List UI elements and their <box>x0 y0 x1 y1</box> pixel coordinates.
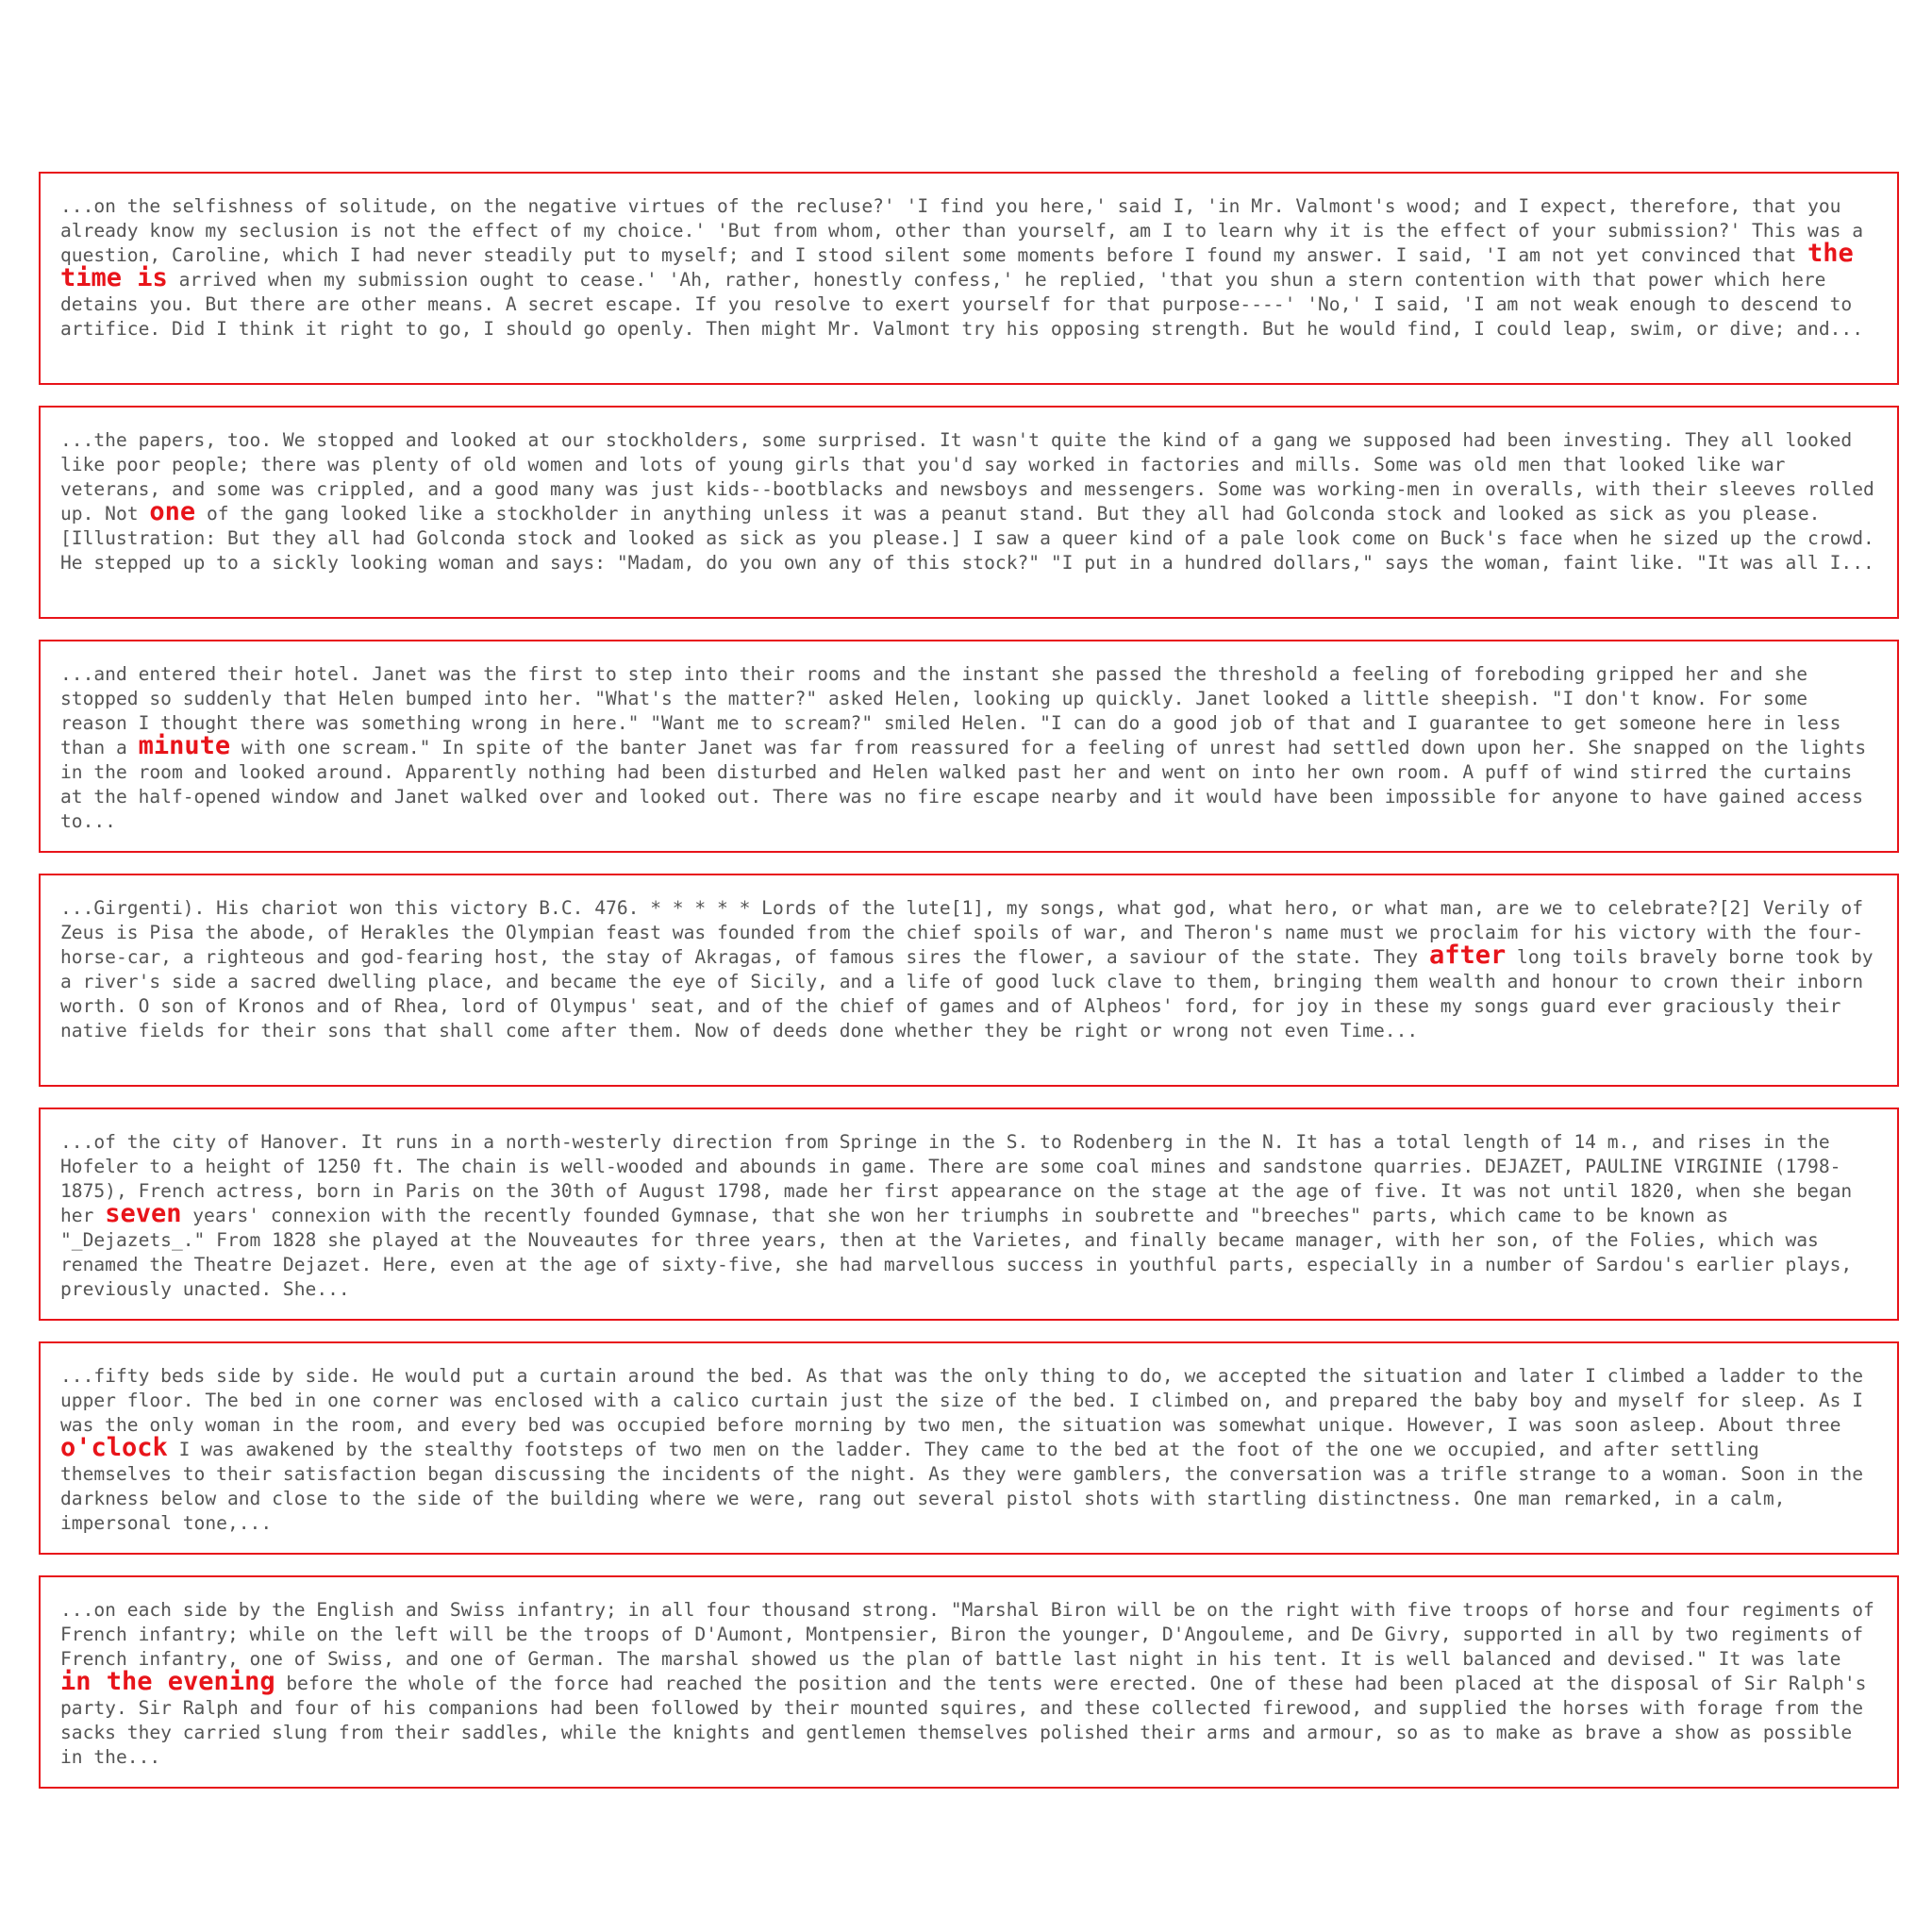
passage-box <box>39 874 1899 1087</box>
passage-text-before: ...the papers, too. We stopped and looked at our stockholders, some surprised. It wasn't quite the kind of a gang we supposed had been investing. They all looked like poor people; there was plenty of old women and lots of young girls that you'd say worked in factories and mills. Some was old men that looked like war veterans, and some was crippled, and a good many was just kids--bootblacks and newsboys and messengers. Some was working-men in overalls, with their sleeves rolled up. Not <box>60 429 1874 525</box>
passage-text-after: of the gang looked like a stockholder in anything unless it was a peanut stand. But they all had Golconda stock and looked as sick as you please. [Illustration: But they all had Golconda stock and looked as sick as you please.] I saw a queer kind of a pale look come on Buck's face when he sized up the crowd. He stepped up to a sickly looking woman and says: "Madam, do you own any of this stock?" "I put in a hundred dollars," says the woman, faint like. "It was all I... <box>60 503 1874 574</box>
passage-text-before: ...of the city of Hanover. It runs in a north-westerly direction from Springe in the S. to Rodenberg in the N. It has a total length of 14 m., and rises in the Hofeler to a height of 1250 ft. The chain is well-wooded and abounds in game. There are some coal mines and sandstone quarries. DEJAZET, PAULINE VIRGINIE (1798-1875), French actress, born in Paris on the 30th of August 1798, made her first appearance on the stage at the age of five. It was not until 1820, when she began her <box>60 1131 1853 1226</box>
passage-text-before: ...on each side by the English and Swiss infantry; in all four thousand strong. "Marshal Biron will be on the right with five troops of horse and four regiments of French infantry; while on the left will be the troops of D'Aumont, Montpensier, Biron the younger, D'Angouleme, and De Givry, supported in all by two regiments of French infantry, one of Swiss, and one of German. The marshal showed us the plan of battle last night in his tent. It is well balanced and devised." It was late <box>60 1599 1874 1670</box>
passage-box <box>39 640 1899 853</box>
passage-text <box>60 194 1877 341</box>
passage-text <box>60 662 1877 834</box>
passage-text-after: before the whole of the force had reached the position and the tents were erected. One of these had been placed at the disposal of Sir Ralph's party. Sir Ralph and four of his companions had been followed by their mounted squires, and these collected firewood, and supplied the horses with forage from the sacks they carried slung from their saddles, while the knights and gentlemen themselves polished their arms and armour, so as to make as brave a show as possible in the... <box>60 1673 1867 1768</box>
passage-text <box>60 428 1877 575</box>
passage-box <box>39 1575 1899 1789</box>
passage-list <box>39 172 1899 1809</box>
highlighted-keyword: after <box>1428 941 1507 970</box>
passage-text-after: long toils bravely borne took by a river's side a sacred dwelling place, and became the eye of Sicily, and a life of good luck clave to them, bringing them wealth and honour to crown their inborn worth. O son of Kronos and of Rhea, lord of Olympus' seat, and of the chief of games and of Alpheos' ford, for joy in these my songs guard ever graciously their native fields for their sons that shall come after them. Now of deeds done whether they be right or wrong not even Time... <box>60 946 1874 1041</box>
highlighted-keyword: in the evening <box>60 1667 275 1696</box>
highlighted-keyword: seven <box>105 1199 182 1228</box>
passage-text-after: with one scream." In spite of the banter Janet was far from reassured for a feeling of unrest had settled down upon her. She snapped on the lights in the room and looked around. Apparently nothing had been disturbed and Helen walked past her and went on into her own room. A puff of wind stirred the curtains at the half-opened window and Janet walked over and looked out. There was no fire escape nearby and it would have been impossible for anyone to have gained access to... <box>60 737 1867 832</box>
passage-box <box>39 406 1899 619</box>
passage-text-after: I was awakened by the stealthy footsteps of two men on the ladder. They came to the bed at the foot of the one we occupied, and after settling themselves to their satisfaction began discussing the incidents of the night. As they were gamblers, the conversation was a trifle strange to a woman. Soon in the darkness below and close to the side of the building where we were, rang out several pistol shots with startling distinctness. One man remarked, in a calm, impersonal tone,... <box>60 1439 1864 1534</box>
passage-box <box>39 1108 1899 1321</box>
highlighted-keyword: the time is <box>60 239 1854 292</box>
passage-box <box>39 172 1899 385</box>
highlighted-keyword: minute <box>138 731 231 760</box>
passage-text-after: arrived when my submission ought to cease.' 'Ah, rather, honestly confess,' he replied, 'that you shun a stern contention with that power which here detains you. But there are other means. A secret escape. If you resolve to exert yourself for that purpose----' 'No,' I said, 'I am not weak enough to descend to artifice. Did I think it right to go, I should go openly. Then might Mr. Valmont try his opposing strength. But he would find, I could leap, swim, or dive; and... <box>60 269 1864 340</box>
passage-text-before: ...on the selfishness of solitude, on the negative virtues of the recluse?' 'I find you here,' said I, 'in Mr. Valmont's wood; and I expect, therefore, that you already know my seclusion is not the effect of my choice.' 'But from whom, other than yourself, am I to learn why it is the effect of your submission?' This was a question, Caroline, which I had never steadily put to myself; and I stood silent some moments before I found my answer. I said, 'I am not yet convinced that <box>60 195 1864 266</box>
passage-text-before: ...and entered their hotel. Janet was the first to step into their rooms and the instant she passed the threshold a feeling of foreboding gripped her and she stopped so suddenly that Helen bumped into her. "What's the matter?" asked Helen, looking up quickly. Janet looked a little sheepish. "I don't know. For some reason I thought there was something wrong in here." "Want me to scream?" smiled Helen. "I can do a good job of that and I guarantee to get someone here in less than a <box>60 663 1841 758</box>
passage-text <box>60 1130 1877 1302</box>
passage-text-after: years' connexion with the recently founded Gymnase, that she won her triumphs in soubrette and "breeches" parts, which came to be known as "_Dejazets_." From 1828 she played at the Nouveautes for three years, then at the Varietes, and finally became manager, with her son, of the Folies, which was renamed the Theatre Dejazet. Here, even at the age of sixty-five, she had marvellous success in youthful parts, especially in a number of Sardou's earlier plays, previously unacted. She... <box>60 1205 1853 1300</box>
passage-box <box>39 1341 1899 1555</box>
passage-text-before: ...Girgenti). His chariot won this victory B.C. 476. * * * * * Lords of the lute[1], my songs, what god, what hero, or what man, are we to celebrate?[2] Verily of Zeus is Pisa the abode, of Herakles the Olympian feast was founded from the chief spoils of war, and Theron's name must we proclaim for his victory with the four-horse-car, a righteous and god-fearing host, the stay of Akragas, of famous sires the flower, a saviour of the state. They <box>60 897 1864 968</box>
highlighted-keyword: o'clock <box>60 1433 168 1462</box>
passage-text <box>60 896 1877 1043</box>
passage-text-before: ...fifty beds side by side. He would put a curtain around the bed. As that was the only thing to do, we accepted the situation and later I climbed a ladder to the upper floor. The bed in one corner was enclosed with a calico curtain just the size of the bed. I climbed on, and prepared the baby boy and myself for sleep. As I was the only woman in the room, and every bed was occupied before morning by two men, the situation was somewhat unique. However, I was soon asleep. About three <box>60 1365 1864 1436</box>
passage-text <box>60 1364 1877 1536</box>
highlighted-keyword: one <box>149 497 196 526</box>
passage-text <box>60 1598 1877 1770</box>
